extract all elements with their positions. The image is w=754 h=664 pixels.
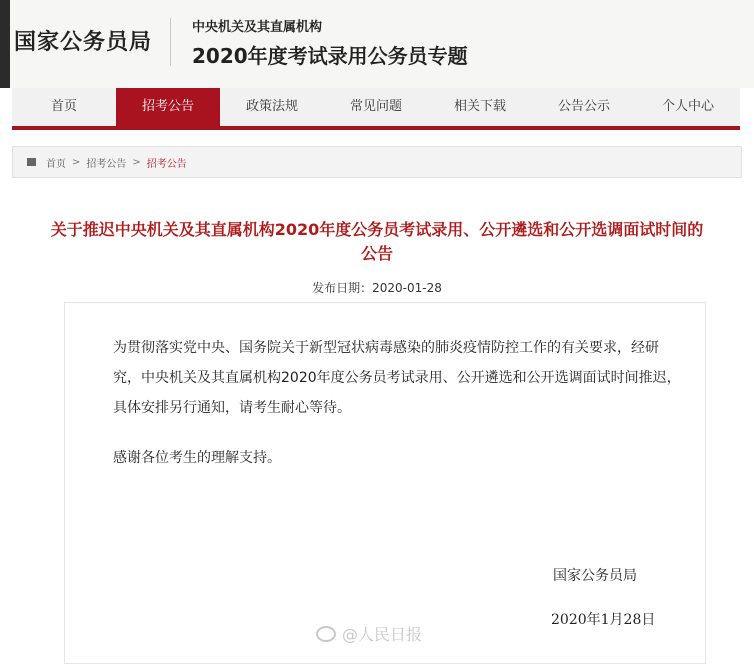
home-icon (27, 158, 36, 166)
breadcrumb-item-recruitment[interactable]: 招考公告 (86, 158, 127, 170)
header-divider (170, 18, 171, 66)
site-brand[interactable]: 国家公务员局 (14, 30, 153, 55)
breadcrumb-item-home[interactable]: 首页 (46, 158, 66, 170)
publish-date: 发布日期：2020-01-28 (312, 281, 442, 295)
signature-date: 2020年1月28日 (551, 612, 656, 628)
header-special-title: 2020年度考试录用公务员专题 (192, 44, 468, 68)
article-content (64, 302, 706, 664)
nav-item-announcements[interactable]: 公告公示 (557, 99, 610, 114)
nav-item-home[interactable]: 首页 (50, 99, 77, 114)
weibo-icon (316, 626, 336, 642)
breadcrumb-separator: > (132, 156, 141, 168)
breadcrumb-separator: > (72, 156, 81, 168)
nav-item-policies[interactable]: 政策法规 (245, 99, 298, 114)
watermark (316, 622, 422, 645)
signature-organization: 国家公务员局 (553, 568, 637, 584)
nav-item-recruitment-notices[interactable]: 招考公告 (116, 88, 220, 126)
header-subtitle: 中央机关及其直属机构 (192, 20, 323, 35)
main-nav (12, 88, 740, 130)
article-paragraph: 为贯彻落实党中央、国务院关于新型冠状病毒感染的肺炎疫情防控工作的有关要求，经研究，中央机关及其直属机构2020年度公务员考试录用、公开遴选和公开选调面试时间推迟，具体安排另行通知，请考生耐心等待。 (113, 340, 681, 416)
nav-item-faq[interactable]: 常见问题 (349, 99, 402, 114)
site-header (0, 0, 754, 88)
breadcrumb (12, 146, 742, 178)
article-title: 关于推迟中央机关及其直属机构2020年度公务员考试录用、公开遴选和公开选调面试时间的公告 (50, 220, 704, 263)
nav-item-downloads[interactable]: 相关下载 (453, 99, 506, 114)
breadcrumb-item-current[interactable]: 招考公告 (146, 158, 187, 170)
nav-item-personal-center[interactable]: 个人中心 (661, 99, 714, 114)
header-edge (0, 0, 10, 88)
article-paragraph: 感谢各位考生的理解支持。 (113, 450, 281, 466)
watermark-text: @人民日报 (342, 625, 423, 644)
